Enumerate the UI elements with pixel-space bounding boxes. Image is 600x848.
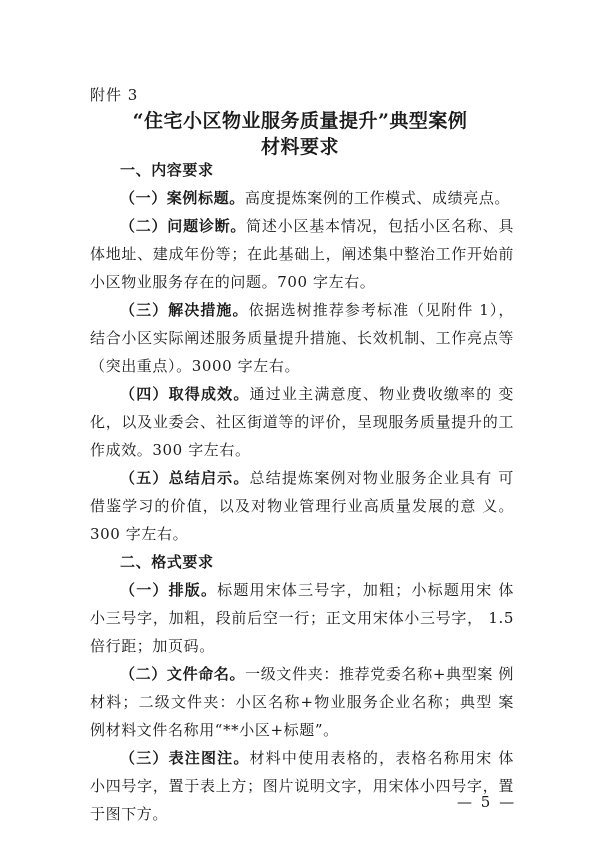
document-body <box>90 156 517 828</box>
paragraph-diagnosis <box>90 212 514 296</box>
paragraph-text: 依据选树推荐参考标准（见附件 1），结合小区实际阐述服务质量提升措施、长效机制、工作亮点等（突出重点）。3000 字左右。 <box>90 301 514 375</box>
paragraph-lead: （二）文件命名。 <box>120 665 246 683</box>
paragraph-layout <box>90 576 514 660</box>
paragraph-lead: （一）排版。 <box>120 581 218 599</box>
document-title: “住宅小区物业服务质量提升”典型案例 <box>132 110 468 132</box>
paragraph-text: 一级文件夹：推荐党委名称+典型案 例材料；二级文件夹：小区名称+物业服务企业名称；典型 案例材料文件名称用“**小区+标题”。 <box>90 665 514 739</box>
paragraph-case-title <box>90 184 514 212</box>
attachment-label: 附件 3 <box>90 86 139 104</box>
paragraph-text: 高度提炼案例的工作模式、成绩亮点。 <box>244 189 511 207</box>
paragraph-lead: （三）解决措施。 <box>120 301 249 319</box>
paragraph-text: 通过业主满意度、物业费收缴率的 变化，以及业委会、社区街道等的评价，呈现服务质量提升的工作成效。300 字左右。 <box>90 385 514 459</box>
paragraph-text: 简述小区基本情况，包括小区名称、具体地址、建成年份等；在此基础上，阐述集中整治工作开始前小区物业服务存在的问题。700 字左右。 <box>90 217 514 291</box>
document-subtitle: 材料要求 <box>260 136 339 158</box>
paragraph-text: 总结提炼案例对物业服务企业具有 可借鉴学习的价值，以及对物业管理行业高质量发展的意 义。300 字左右。 <box>90 469 514 543</box>
paragraph-file-naming <box>90 660 514 744</box>
page-number: — 5 — <box>457 793 517 811</box>
paragraph-lead: （五）总结启示。 <box>120 469 250 487</box>
paragraph-results <box>90 380 514 464</box>
paragraph-captions <box>90 744 517 828</box>
paragraph-lead: （二）问题诊断。 <box>120 217 247 235</box>
paragraph-text: 标题用宋体三号字，加粗；小标题用宋 体小三号字，加粗，段前后空一行；正文用宋体小三号字， 1.5 倍行距；加页码。 <box>90 581 514 655</box>
paragraph-lead: （一）案例标题。 <box>120 189 245 207</box>
section-heading-format: 二、格式要求 <box>120 553 214 571</box>
paragraph-lead: （三）表注图注。 <box>120 749 250 767</box>
paragraph-measures <box>90 296 514 380</box>
paragraph-text: 材料中使用表格的，表格名称用宋 体小四号字，置于表上方；图片说明文字，用宋体小四号字，置于图下方。 <box>90 749 514 823</box>
section-heading-content: 一、内容要求 <box>120 161 214 179</box>
paragraph-summary <box>90 464 514 548</box>
paragraph-lead: （四）取得成效。 <box>120 385 250 403</box>
